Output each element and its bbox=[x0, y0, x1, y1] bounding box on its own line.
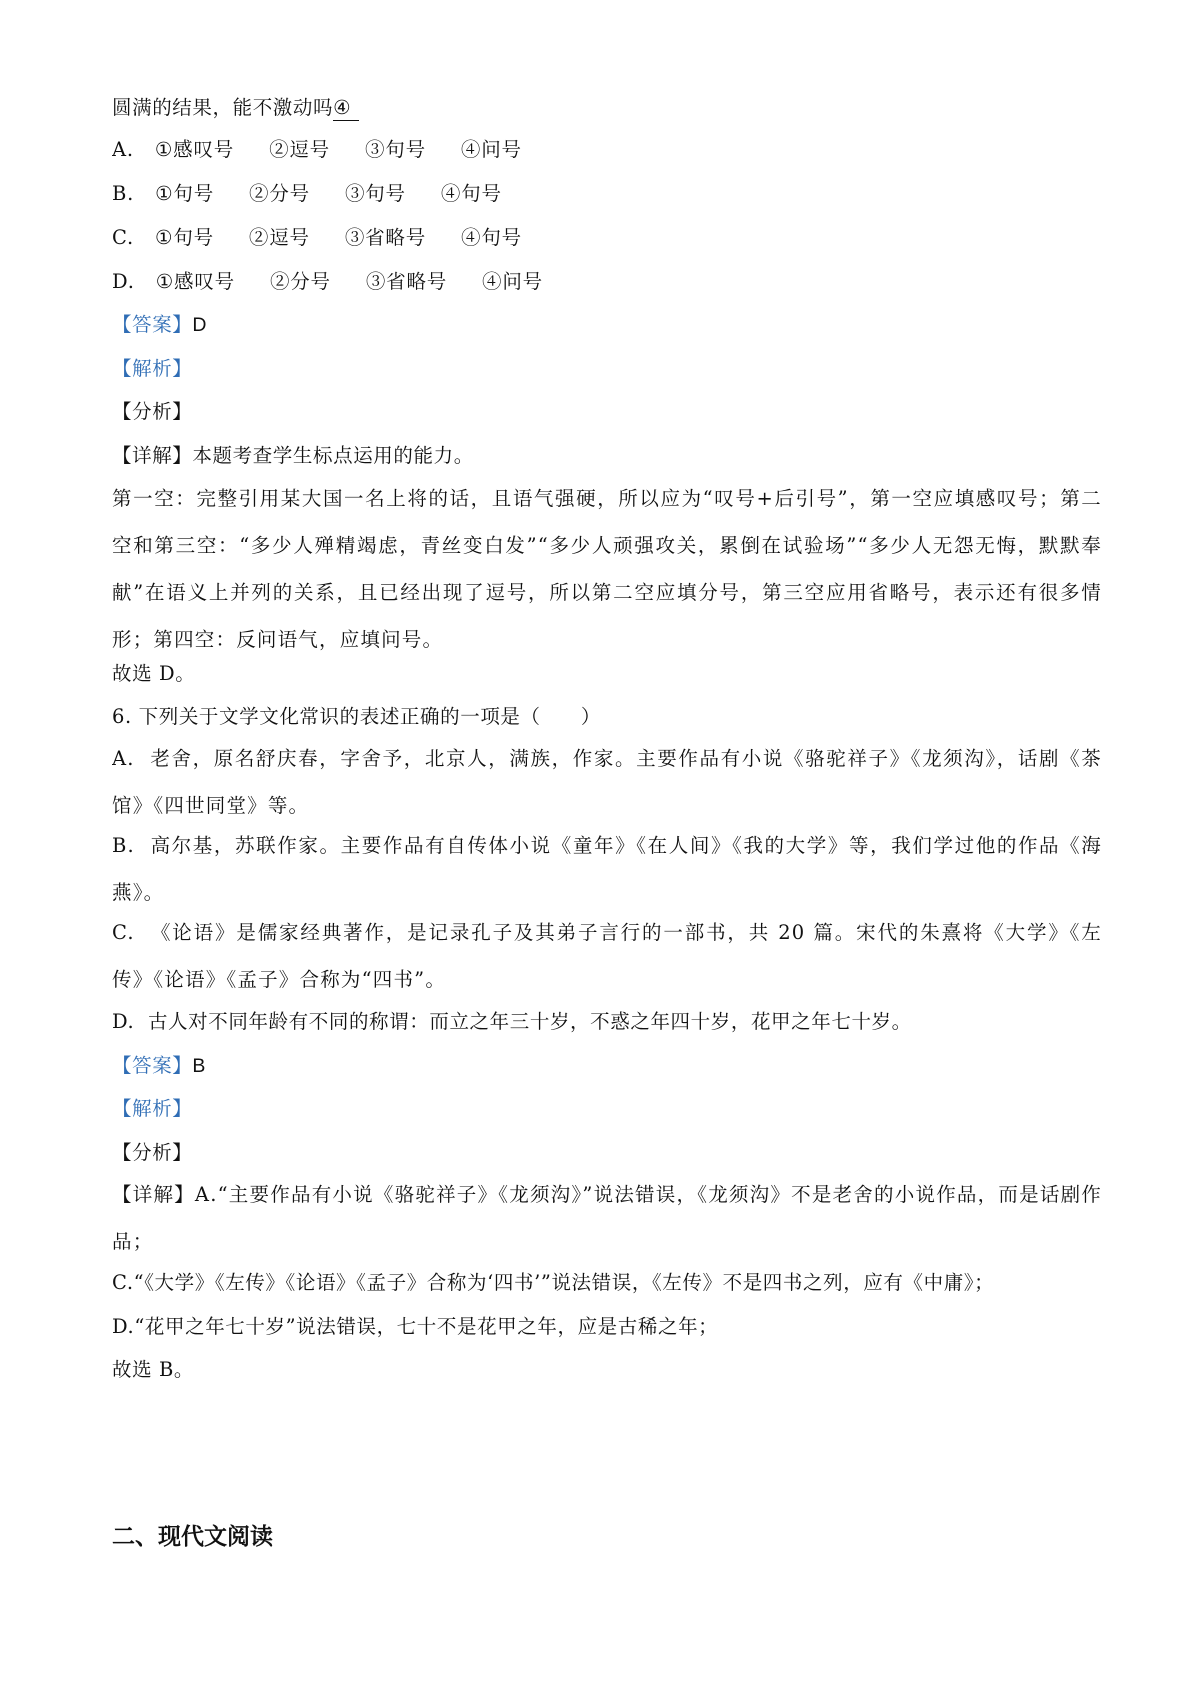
q5-fenxi-line bbox=[112, 396, 1102, 428]
option-item: ②分号 bbox=[249, 182, 310, 205]
option-item: ④句号 bbox=[440, 182, 502, 205]
option-letter: D. bbox=[112, 270, 135, 293]
fenxi-tag: 【分析】 bbox=[112, 400, 193, 423]
option-item: ②逗号 bbox=[248, 226, 310, 249]
option-letter: C. bbox=[112, 921, 135, 944]
q5-conclusion: 故选 D。 bbox=[112, 662, 196, 685]
answer-tag: 【答案】 bbox=[112, 1054, 193, 1077]
option-item: ④句号 bbox=[461, 226, 522, 249]
q6-stem: 下列关于文学文化常识的表述正确的一项是（ ） bbox=[138, 705, 601, 728]
q6-conclusion: 故选 B。 bbox=[112, 1358, 195, 1381]
option-item: ③省略号 bbox=[365, 270, 448, 293]
q6-stem-line bbox=[112, 701, 1102, 733]
q6-analysis-tag-line bbox=[112, 1093, 1102, 1125]
detail-tag: 【详解】 bbox=[112, 1183, 195, 1206]
option-item: ④问号 bbox=[460, 138, 522, 161]
option-text: 老舍，原名舒庆春，字舍予，北京人，满族，作家。主要作品有小说《骆驼祥子》《龙须沟》，话剧《茶馆》《四世同堂》等。 bbox=[112, 747, 1102, 817]
q6-option-d bbox=[112, 1006, 1102, 1038]
q6-detail-d: D.“花甲之年七十岁”说法错误，七十不是花甲之年，应是古稀之年； bbox=[112, 1315, 719, 1338]
q5-intro-line bbox=[112, 92, 1102, 124]
option-item: ①感叹号 bbox=[154, 138, 235, 161]
option-item: ①句号 bbox=[155, 182, 215, 205]
option-text: 古人对不同年龄有不同的称谓：而立之年三十岁，不惑之年四十岁，花甲之年七十岁。 bbox=[147, 1010, 912, 1033]
q5-analysis-tag-line bbox=[112, 353, 1102, 385]
option-letter: B. bbox=[112, 182, 135, 205]
q5-answer bbox=[112, 309, 1102, 341]
q6-detail-c: C.“《大学》《左传》《论语》《孟子》合称为‘四书’”说法错误，《左传》不是四书之列，应有《中庸》； bbox=[112, 1271, 995, 1294]
answer-value: B bbox=[192, 1055, 207, 1077]
q6-option-b bbox=[112, 822, 1102, 914]
answer-value: D bbox=[192, 314, 208, 336]
q5-detail-line bbox=[112, 440, 1102, 472]
option-item: ③句号 bbox=[344, 182, 406, 205]
q5-option-c bbox=[112, 222, 1102, 254]
q6-fenxi-line bbox=[112, 1137, 1102, 1169]
fenxi-tag: 【分析】 bbox=[112, 1141, 193, 1164]
q6-option-a bbox=[112, 735, 1102, 827]
answer-tag: 【答案】 bbox=[112, 313, 193, 336]
detail-a-text: A.“主要作品有小说《骆驼祥子》《龙须沟》”说法错误，《龙须沟》不是老舍的小说作品，而是话剧作品； bbox=[112, 1183, 1102, 1253]
option-item: ②逗号 bbox=[269, 138, 330, 161]
analysis-tag: 【解析】 bbox=[112, 1097, 193, 1120]
option-item: ①感叹号 bbox=[155, 270, 235, 293]
q6-detail-a bbox=[112, 1171, 1102, 1263]
option-item: ③省略号 bbox=[344, 226, 427, 249]
option-item: ③句号 bbox=[364, 138, 426, 161]
option-text: 高尔基，苏联作家。主要作品有自传体小说《童年》《在人间》《我的大学》等，我们学过他的作品《海燕》。 bbox=[112, 834, 1102, 904]
q5-option-a bbox=[112, 134, 1102, 166]
q5-intro-text: 圆满的结果，能不激动吗 bbox=[112, 96, 334, 119]
detail-text: 本题考查学生标点运用的能力。 bbox=[192, 444, 474, 467]
option-letter: A. bbox=[112, 138, 134, 161]
option-item: ④问号 bbox=[482, 270, 543, 293]
q6-number: 6. bbox=[112, 705, 132, 728]
option-letter: C. bbox=[112, 226, 135, 249]
option-item: ①句号 bbox=[155, 226, 214, 249]
option-item: ②分号 bbox=[269, 270, 331, 293]
q6-answer bbox=[112, 1050, 1102, 1082]
analysis-tag: 【解析】 bbox=[112, 357, 193, 380]
option-letter: D. bbox=[112, 1010, 135, 1033]
section-heading: 二、现代文阅读 bbox=[112, 1524, 273, 1550]
q6-option-c bbox=[112, 909, 1102, 1001]
option-text: 《论语》是儒家经典著作，是记录孔子及其弟子言行的一部书，共 20 篇。宋代的朱熹将《大学》《左传》《论语》《孟子》合称为“四书”。 bbox=[112, 921, 1102, 991]
q5-explanation: 第一空：完整引用某大国一名上将的话，且语气强硬，所以应为“叹号+后引号”，第一空应填感叹号；第二空和第三空：“多少人殚精竭虑，青丝变白发”“多少人顽强攻关，累倒在试验场”“多少人无怨无悔，默默奉献”在语义上并列的关系，且已经出现了逗号，所以第二空应填分号，第三空应用省略号，表示还有很多情形；第四空：反问语气，应填问号。 bbox=[112, 487, 1102, 651]
detail-tag: 【详解】 bbox=[112, 444, 193, 467]
option-letter: B. bbox=[112, 834, 135, 857]
option-letter: A. bbox=[112, 747, 135, 770]
q5-option-d bbox=[112, 266, 1102, 298]
q5-option-b bbox=[112, 178, 1102, 210]
q5-blank-4: ④ bbox=[333, 96, 359, 121]
